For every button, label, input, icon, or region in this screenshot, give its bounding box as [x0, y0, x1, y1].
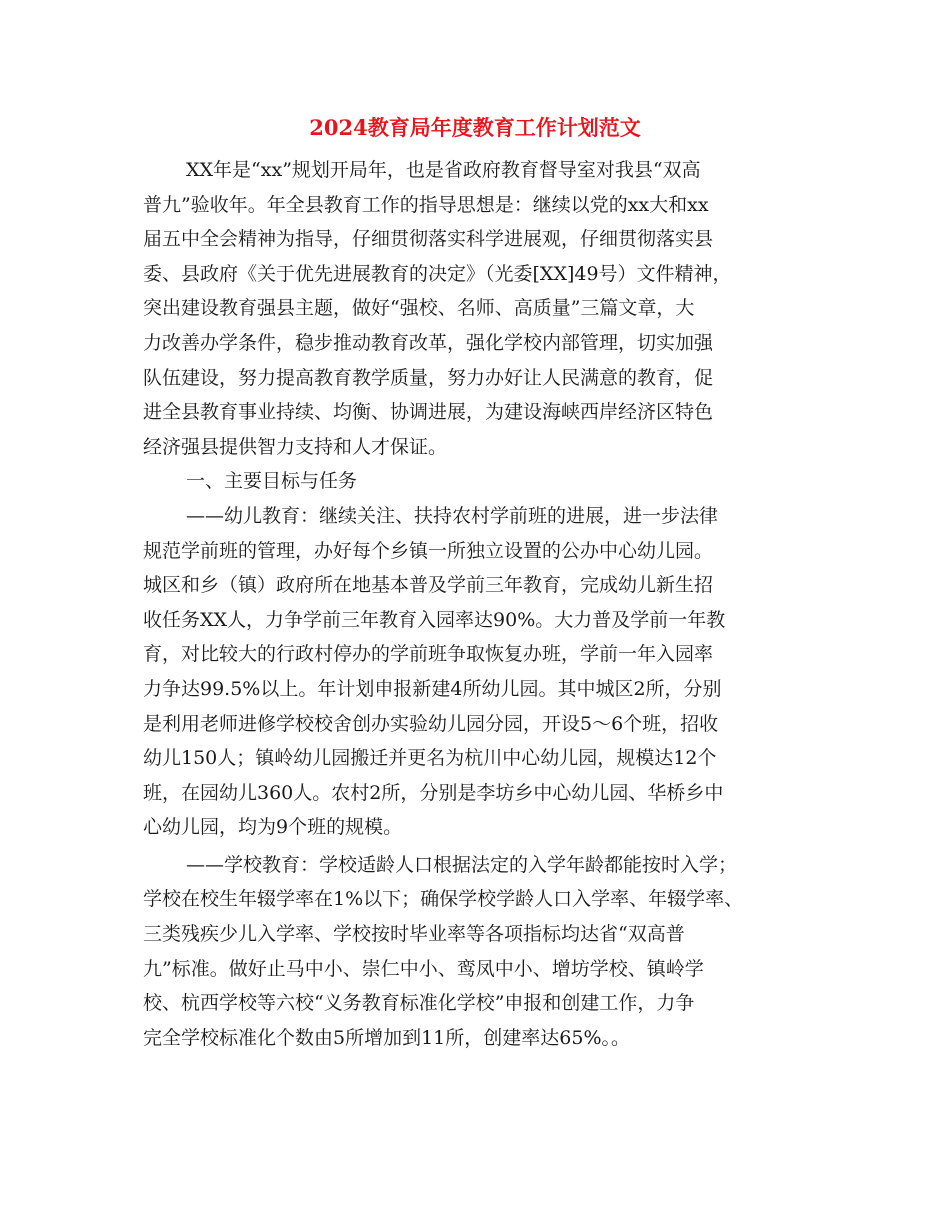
paragraph-line: 育，对比较大的行政村停办的学前班争取恢复办班，学前一年入园率 [143, 643, 714, 666]
paragraph-line: 校、杭西学校等六校“义务教育标准化学校”申报和创建工作，力争 [143, 992, 695, 1015]
paragraph-line: 经济强县提供智力支持和人才保证。 [143, 435, 448, 458]
paragraph-line: 普九”验收年。年全县教育工作的指导思想是：继续以党的xx大和xx [143, 193, 709, 216]
paragraph-school [143, 848, 813, 1056]
section-heading: 一、主要目标与任务 [186, 470, 358, 493]
paragraph-line: 完全学校标准化个数由5所增加到11所，创建率达65%。。 [143, 1026, 630, 1049]
paragraph-line: 进全县教育事业持续、均衡、协调进展，为建设海峡西岸经济区特色 [143, 401, 714, 424]
paragraph-line: 学校在校生年辍学率在1%以下；确保学校学龄人口入学率、年辍学率、 [143, 888, 744, 911]
paragraph-line: 三类残疾少儿入学率、学校按时毕业率等各项指标均达省“双高普 [143, 923, 685, 946]
paragraph-preschool [143, 499, 813, 845]
paragraph-line: 力争达99.5%以上。年计划申报新建4所幼儿园。其中城区2所，分别 [143, 677, 722, 700]
paragraph-intro [143, 153, 813, 464]
paragraph-line: 城区和乡（镇）政府所在地基本普及学前三年教育，完成幼儿新生招 [143, 574, 714, 597]
paragraph-line: ——学校教育：学校适龄人口根据法定的入学年龄都能按时入学； [186, 853, 738, 876]
paragraph-line: 九”标准。做好止马中小、崇仁中小、鸾凤中小、增坊学校、镇岭学 [143, 957, 704, 980]
paragraph-line: 规范学前班的管理，办好每个乡镇一所独立设置的公办中心幼儿园。 [143, 539, 714, 562]
paragraph-line: 力改善办学条件，稳步推动教育改革，强化学校内部管理，切实加强 [143, 331, 714, 354]
document-title: 2024教育局年度教育工作计划范文 [309, 115, 641, 140]
paragraph-line: 收任务XX人，力争学前三年教育入园率达90%。大力普及学前一年教 [143, 608, 726, 631]
paragraph-line: 委、县政府《关于优先进展教育的决定》（光委[XX]49号）文件精神， [143, 262, 732, 285]
paragraph-line: 队伍建设，努力提高教育教学质量，努力办好让人民满意的教育，促 [143, 366, 714, 389]
paragraph-line: 突出建设教育强县主题，做好“强校、名师、高质量”三篇文章，大 [143, 297, 695, 320]
paragraph-line: 心幼儿园，均为9个班的规模。 [143, 816, 403, 839]
paragraph-line: XX年是“xx”规划开局年，也是省政府教育督导室对我县“双高 [186, 159, 701, 181]
paragraph-line: 是利用老师进修学校校舍创办实验幼儿园分园，开设5～6个班，招收 [143, 712, 719, 735]
paragraph-line: 幼儿150人；镇岭幼儿园搬迁并更名为杭川中心幼儿园，规模达12个 [143, 747, 717, 770]
paragraph-line: 班，在园幼儿360人。农村2所，分别是李坊乡中心幼儿园、华桥乡中 [143, 781, 724, 804]
paragraph-line: ——幼儿教育：继续关注、扶持农村学前班的进展，进一步法律 [186, 504, 719, 527]
document-body [143, 153, 813, 1055]
paragraph-line: 届五中全会精神为指导，仔细贯彻落实科学进展观，仔细贯彻落实县 [143, 228, 714, 251]
